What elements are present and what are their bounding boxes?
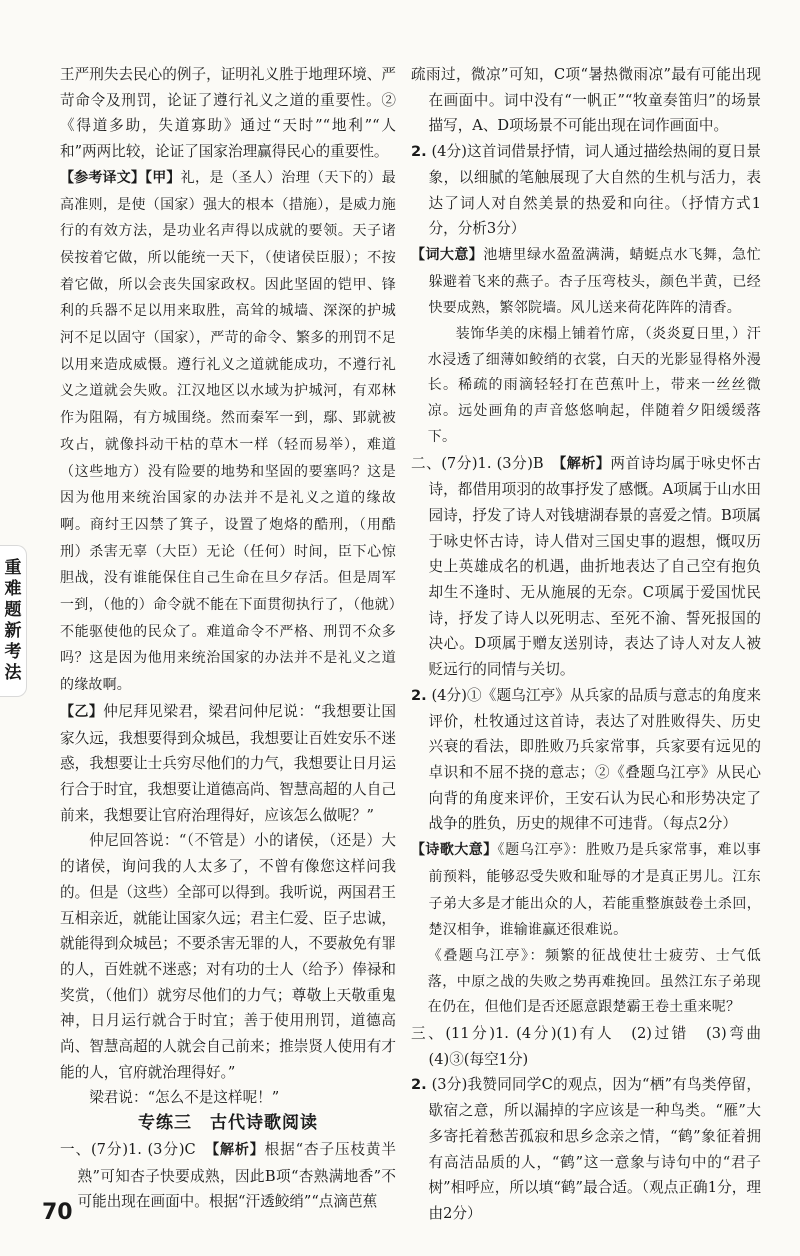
section-title: 专练三 古代诗歌阅读 — [138, 1113, 318, 1134]
analysis-continued: 王严刑失去民心的例子，证明礼义胜于地理环境、严苛命令及刑罚，论证了遵行礼义之道的重要性。②《得道多助，失道寡助》通过“天时”“地利”“人和”两两比较，论证了国家治理赢得民心的重要性。 — [60, 66, 396, 161]
side-tab-char: 重 — [4, 558, 22, 578]
poem-meaning-label: 【诗歌大意】 — [411, 842, 498, 859]
zhongni-reply: 仲尼回答说：“（不管是）小的诸侯，（还是）大的诸侯，询问我的人太多了，不曾有像您这样问我的。但是（这些）全部可以得到。我听说，两国君王互相亲近，就能让国家久远；君主仁爱、臣子忠诚，就能得到众城邑；不要杀害无罪的人，不要赦免有罪的人，百姓就不迷惑；对有功的士人（给予）俸禄和奖赏，（他们）就穷尽他们的力气；尊敬上天敬重鬼神，日月运行就合于时宜；善于使用刑罚，道德高尚、智慧高超的人就会自己前来；推崇贤人使用有才能的人，官府就治理得好。” — [60, 832, 396, 1081]
side-tab — [0, 545, 27, 697]
section-two-q2-number: 2. — [411, 686, 427, 704]
question-1-continued: 疏雨过，微凉”可知，C项“暑热微雨凉”最有可能出现在画面中。词中没有“一帆正”“牧童奏笛归”的场景描写，A、D项场景不可能出现在词作画面中。 — [411, 66, 761, 135]
side-tab-char: 考 — [4, 642, 22, 662]
poem-meaning — [411, 837, 761, 944]
question-1-answer — [60, 1137, 396, 1215]
question-1-text: 根据“杏子压枝黄半熟”可知杏子快要成熟，因此B项“杏熟满地香”不可能出现在画面中。根据“汗透鲛绡”“点滴芭蕉 — [77, 1140, 397, 1211]
translation-jia-text: 礼，是（圣人）治理（天下的）最高准则，是使（国家）强大的根本（措施），是威力施行的有效方法，是功业名声得以成就的要领。天子诸侯按着它做，所以能统一天下，（使诸侯臣服）；不按着它做，所以会丧失国家政权。因此坚固的铠甲、锋利的兵器不足以用来取胜，高耸的城墙、深深的护城河不足以固守（国家），严苛的命令、繁多的刑罚不足以用来造成威慑。遵行礼义之道就能成功，不遵行礼义之道就会失败。江汉地区以水域为护城河，有邓林作为阻隔，有方城围绕。然而秦军一到，鄢、郢就被攻占，就像抖动干枯的草木一样（轻而易举），难道（这些地方）没有险要的地势和坚固的要塞吗？这是因为他用来统治国家的办法并不是礼义之道的缘故啊。商纣王囚禁了箕子，设置了炮烙的酷刑，（用酷刑）杀害无辜（大臣）无论（任何）时间，臣下心惊胆战，没有谁能保住自己生命在旦夕存活。但是周军一到，（他的）命令就不能在下面贯彻执行了，（他就）不能驱使他的民众了。难道命令不严格、刑罚不众多吗？这是因为他用来统治国家的办法并不是礼义之道的缘故啊。 — [60, 169, 397, 694]
liang-reply: 梁君说：“怎么不是这样呢！” — [89, 1089, 280, 1107]
section-two-q2-text: (4分)①《题乌江亭》从兵家的品质与意志的角度来评价，杜牧通过这首诗，表达了对胜败得失、历史兴衰的看法，即胜败乃兵家常事，兵家要有远见的卓识和不屈不挠的意志；②《叠题乌江亭》从民心向背的角度来评价，王安石认为民心和形势决定了战争的胜负，历史的规律不可违背。（每点2分） — [428, 686, 761, 833]
section-three-question-2 — [411, 1072, 761, 1226]
reference-translation-label: 【参考译文】【甲】 — [60, 169, 181, 186]
section-two-question-2 — [411, 683, 761, 837]
section-three-question-1: 三、(11分)1. (4分)(1)有人 (2)过错 (3)弯曲(4)③(每空1分) — [411, 1025, 761, 1068]
section-two-text: 两首诗均属于咏史怀古诗，都借用项羽的故事抒发了感慨。A项属于山水田园诗，抒发了诗人对钱塘湖春景的喜爱之情。B项属于咏史怀古诗，诗人借对三国史事的遐想，慨叹历史上英雄成名的机遇，曲折地表达了自己空有抱负却生不逢时、无从施展的无奈。C项属于爱国忧民诗，抒发了诗人以死明志、至死不渝、誓死报国的决心。D项属于赠友送别诗，表达了诗人对友人被贬远行的同情与关切。 — [428, 454, 761, 679]
left-column — [60, 62, 396, 1215]
right-column — [411, 62, 761, 1227]
ci-meaning-text-2: 装饰华美的床榻上铺着竹席，（炎炎夏日里，）汗水浸透了细薄如鲛绡的衣裳，白天的光影显得格外漫长。稀疏的雨滴轻轻打在芭蕉叶上，带来一丝丝微凉。远处画角的声音悠悠响起，伴随着夕阳缓缓落下。 — [427, 326, 761, 445]
question-1-head: 一、(7分)1. (3分)C — [60, 1140, 213, 1158]
translation-jia — [60, 165, 396, 699]
analysis-label: 【解析】 — [212, 1141, 265, 1158]
question-2-text: (4分)这首词借景抒情，词人通过描绘热闹的夏日景象，以细腻的笔触展现了大自然的生机与活力，表达了词人对自然美景的热爱和向往。（抒情方式1分，分析3分） — [428, 143, 761, 238]
side-tab-char: 题 — [4, 600, 22, 620]
side-tab-char: 难 — [4, 579, 22, 599]
ci-meaning-text-1: 池塘里绿水盈盈满满，蜻蜓点水飞舞，急忙躲避着飞来的燕子。杏子压弯枝头，颜色半黄，已经快要成熟，繁邻院墙。风儿送来荷花阵阵的清香。 — [428, 246, 761, 317]
translation-yi — [60, 699, 396, 829]
yi-label: 【乙】 — [60, 703, 104, 720]
section-two-head: 二、(7分)1. (3分)B — [411, 454, 560, 472]
ci-meaning-label: 【词大意】 — [411, 246, 484, 263]
section-three-q2-text: (3分)我赞同同学C的观点，因为“栖”有鸟类停留，歇宿之意，所以漏掉的字应该是一种鸟类。“雁”大多寄托着愁苦孤寂和思乡念亲之情，“鹤”象征着拥有高洁品质的人，“鹤”这一意象与诗句中的“君子树”相呼应，所以填“鹤”最合适。（观点正确1分，理由2分） — [428, 1076, 761, 1222]
side-tab-char: 法 — [4, 663, 22, 683]
section-two-analysis-label: 【解析】 — [559, 455, 611, 472]
section-two-question-1 — [411, 451, 761, 683]
side-tab-char: 新 — [4, 621, 22, 641]
page-number: 70 — [42, 1200, 73, 1225]
question-2-answer — [411, 139, 761, 242]
poem-meaning-text-1: 《题乌江亭》：胜败乃是兵家常事，难以事前预料，能够忍受失败和耻辱的才是真正男儿。江东子弟大多是才能出众的人，若能重整旗鼓卷土杀回，楚汉相争，谁输谁赢还很难说。 — [428, 842, 761, 939]
question-2-number: 2. — [411, 143, 427, 161]
ci-meaning — [411, 242, 761, 322]
poem-meaning-text-2: 《叠题乌江亭》：频繁的征战使壮士疲劳、士气低落，中原之战的失败之势再难挽回。虽然江东子弟现在仍在，但他们是否还愿意跟楚霸王卷土重来呢？ — [427, 947, 761, 1016]
translation-yi-text: 仲尼拜见梁君，梁君问仲尼说：“我想要让国家久远，我想要得到众城邑，我想要让百姓安乐不迷惑，我想要让士兵穷尽他们的力气，我想要让日月运行合于时宜，我想要让道德高尚、智慧高超的人自己前来，我想要让官府治理得好，应该怎么做呢？” — [60, 702, 396, 824]
section-three-q2-number: 2. — [411, 1076, 427, 1094]
